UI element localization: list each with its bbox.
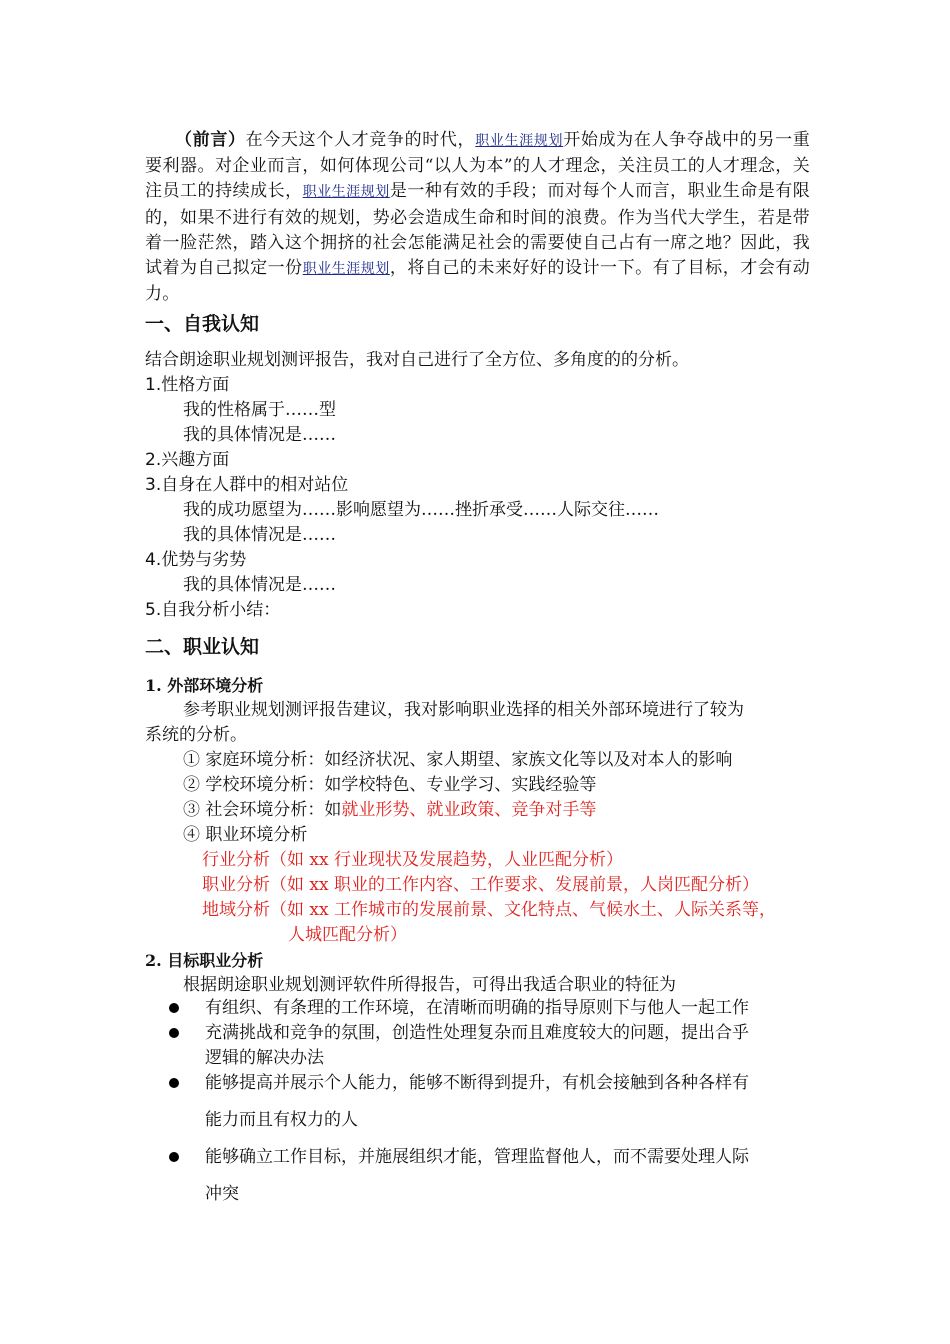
bullet-icon xyxy=(169,1028,179,1038)
feature-item-3: 能够提高并展示个人能力，能够不断得到提升，有机会接触到各种各样有 xyxy=(205,1073,749,1093)
industry-analysis: 行业分析（如 xx 行业现状及发展趋势，人业匹配分析） xyxy=(202,850,623,870)
env-item-career: ④ 职业环境分析 xyxy=(183,825,308,845)
target-career-paragraph: 根据朗途职业规划测评软件所得报告，可得出我适合职业的特征为 xyxy=(183,975,676,995)
self-item-3: 3.自身在人群中的相对站位 xyxy=(145,475,349,495)
env-item-family: ① 家庭环境分析：如经济状况、家人期望、家族文化等以及对本人的影响 xyxy=(183,750,733,770)
external-env-paragraph-b: 系统的分析。 xyxy=(145,725,247,745)
preface-text-3: 是一种有效的手段；而对每个人而言，职业生命是有限的，如果不进行有效的规划，势必会造成生命和时间的浪费。作为当代大学生，若是带着一脸茫然，踏入这个拥挤的社会怎能满足社会的需要使自己占有一席之地？因此，我试着为自己拟定一份 xyxy=(145,181,810,279)
career-plan-link-1[interactable]: 职业生涯规划 xyxy=(475,133,564,149)
bullet-icon xyxy=(169,1078,179,1088)
external-env-paragraph-a: 参考职业规划测评报告建议，我对影响职业选择的相关外部环境进行了较为 xyxy=(183,700,744,720)
self-awareness-intro: 结合朗途职业规划测评报告，我对自己进行了全方位、多角度的的分析。 xyxy=(145,350,689,370)
feature-item-2: 充满挑战和竞争的氛围，创造性处理复杂而且难度较大的问题，提出合乎 xyxy=(205,1023,749,1043)
bullet-icon xyxy=(169,1003,179,1013)
section-title-self-awareness: 一、自我认知 xyxy=(145,313,260,335)
self-item-5: 5.自我分析小结： xyxy=(145,600,281,620)
preface-lead: （前言） xyxy=(175,130,246,150)
region-analysis-cont: 人城匹配分析） xyxy=(288,925,407,945)
preface-text-4: ，将自己的未来好好的设计一下。有了目标，才会有动力。 xyxy=(145,258,810,305)
self-item-2: 2.兴趣方面 xyxy=(145,450,230,470)
self-item-text: 我的具体情况是…… xyxy=(183,425,336,445)
career-plan-link-3[interactable]: 职业生涯规划 xyxy=(302,261,390,278)
job-analysis: 职业分析（如 xx 职业的工作内容、工作要求、发展前景，人岗匹配分析） xyxy=(202,875,759,895)
career-plan-link-2[interactable]: 职业生涯规划 xyxy=(302,184,390,201)
self-item-text: 我的成功愿望为……影响愿望为……挫折承受……人际交往…… xyxy=(183,500,659,520)
region-analysis: 地域分析（如 xx 工作城市的发展前景、文化特点、气候水土、人际关系等， xyxy=(202,900,776,920)
preface-text-1: 在今天这个人才竞争的时代， xyxy=(245,130,476,150)
self-item-text: 我的具体情况是…… xyxy=(183,525,336,545)
section-title-career-awareness: 二、职业认知 xyxy=(145,636,260,658)
feature-item-3-cont: 能力而且有权力的人 xyxy=(205,1110,358,1130)
self-item-1: 1.性格方面 xyxy=(145,375,230,395)
preface-paragraph xyxy=(145,128,810,307)
feature-item-4: 能够确立工作目标，并施展组织才能，管理监督他人，而不需要处理人际 xyxy=(205,1147,749,1167)
feature-item-2-cont: 逻辑的解决办法 xyxy=(205,1048,324,1068)
self-item-4: 4.优势与劣势 xyxy=(145,550,247,570)
subsection-target-career: 2. 目标职业分析 xyxy=(145,951,264,970)
self-item-text: 我的具体情况是…… xyxy=(183,575,336,595)
self-item-text: 我的性格属于……型 xyxy=(183,400,336,420)
env-item-school: ② 学校环境分析：如学校特色、专业学习、实践经验等 xyxy=(183,775,597,795)
subsection-external-environment: 1. 外部环境分析 xyxy=(145,676,264,695)
preface-text-2: 开始成为在人争夺战中的另一重要利器。对企业而言，如何体现公司“以人为本”的人才理念，关注员工的人才理念，关注员工的持续成长， xyxy=(145,130,810,202)
env-item-society: ③ 社会环境分析：如就业形势、就业政策、竞争对手等 xyxy=(183,800,597,820)
bullet-icon xyxy=(169,1152,179,1162)
feature-item-4-cont: 冲突 xyxy=(205,1184,239,1204)
feature-item-1: 有组织、有条理的工作环境，在清晰而明确的指导原则下与他人一起工作 xyxy=(205,998,749,1018)
